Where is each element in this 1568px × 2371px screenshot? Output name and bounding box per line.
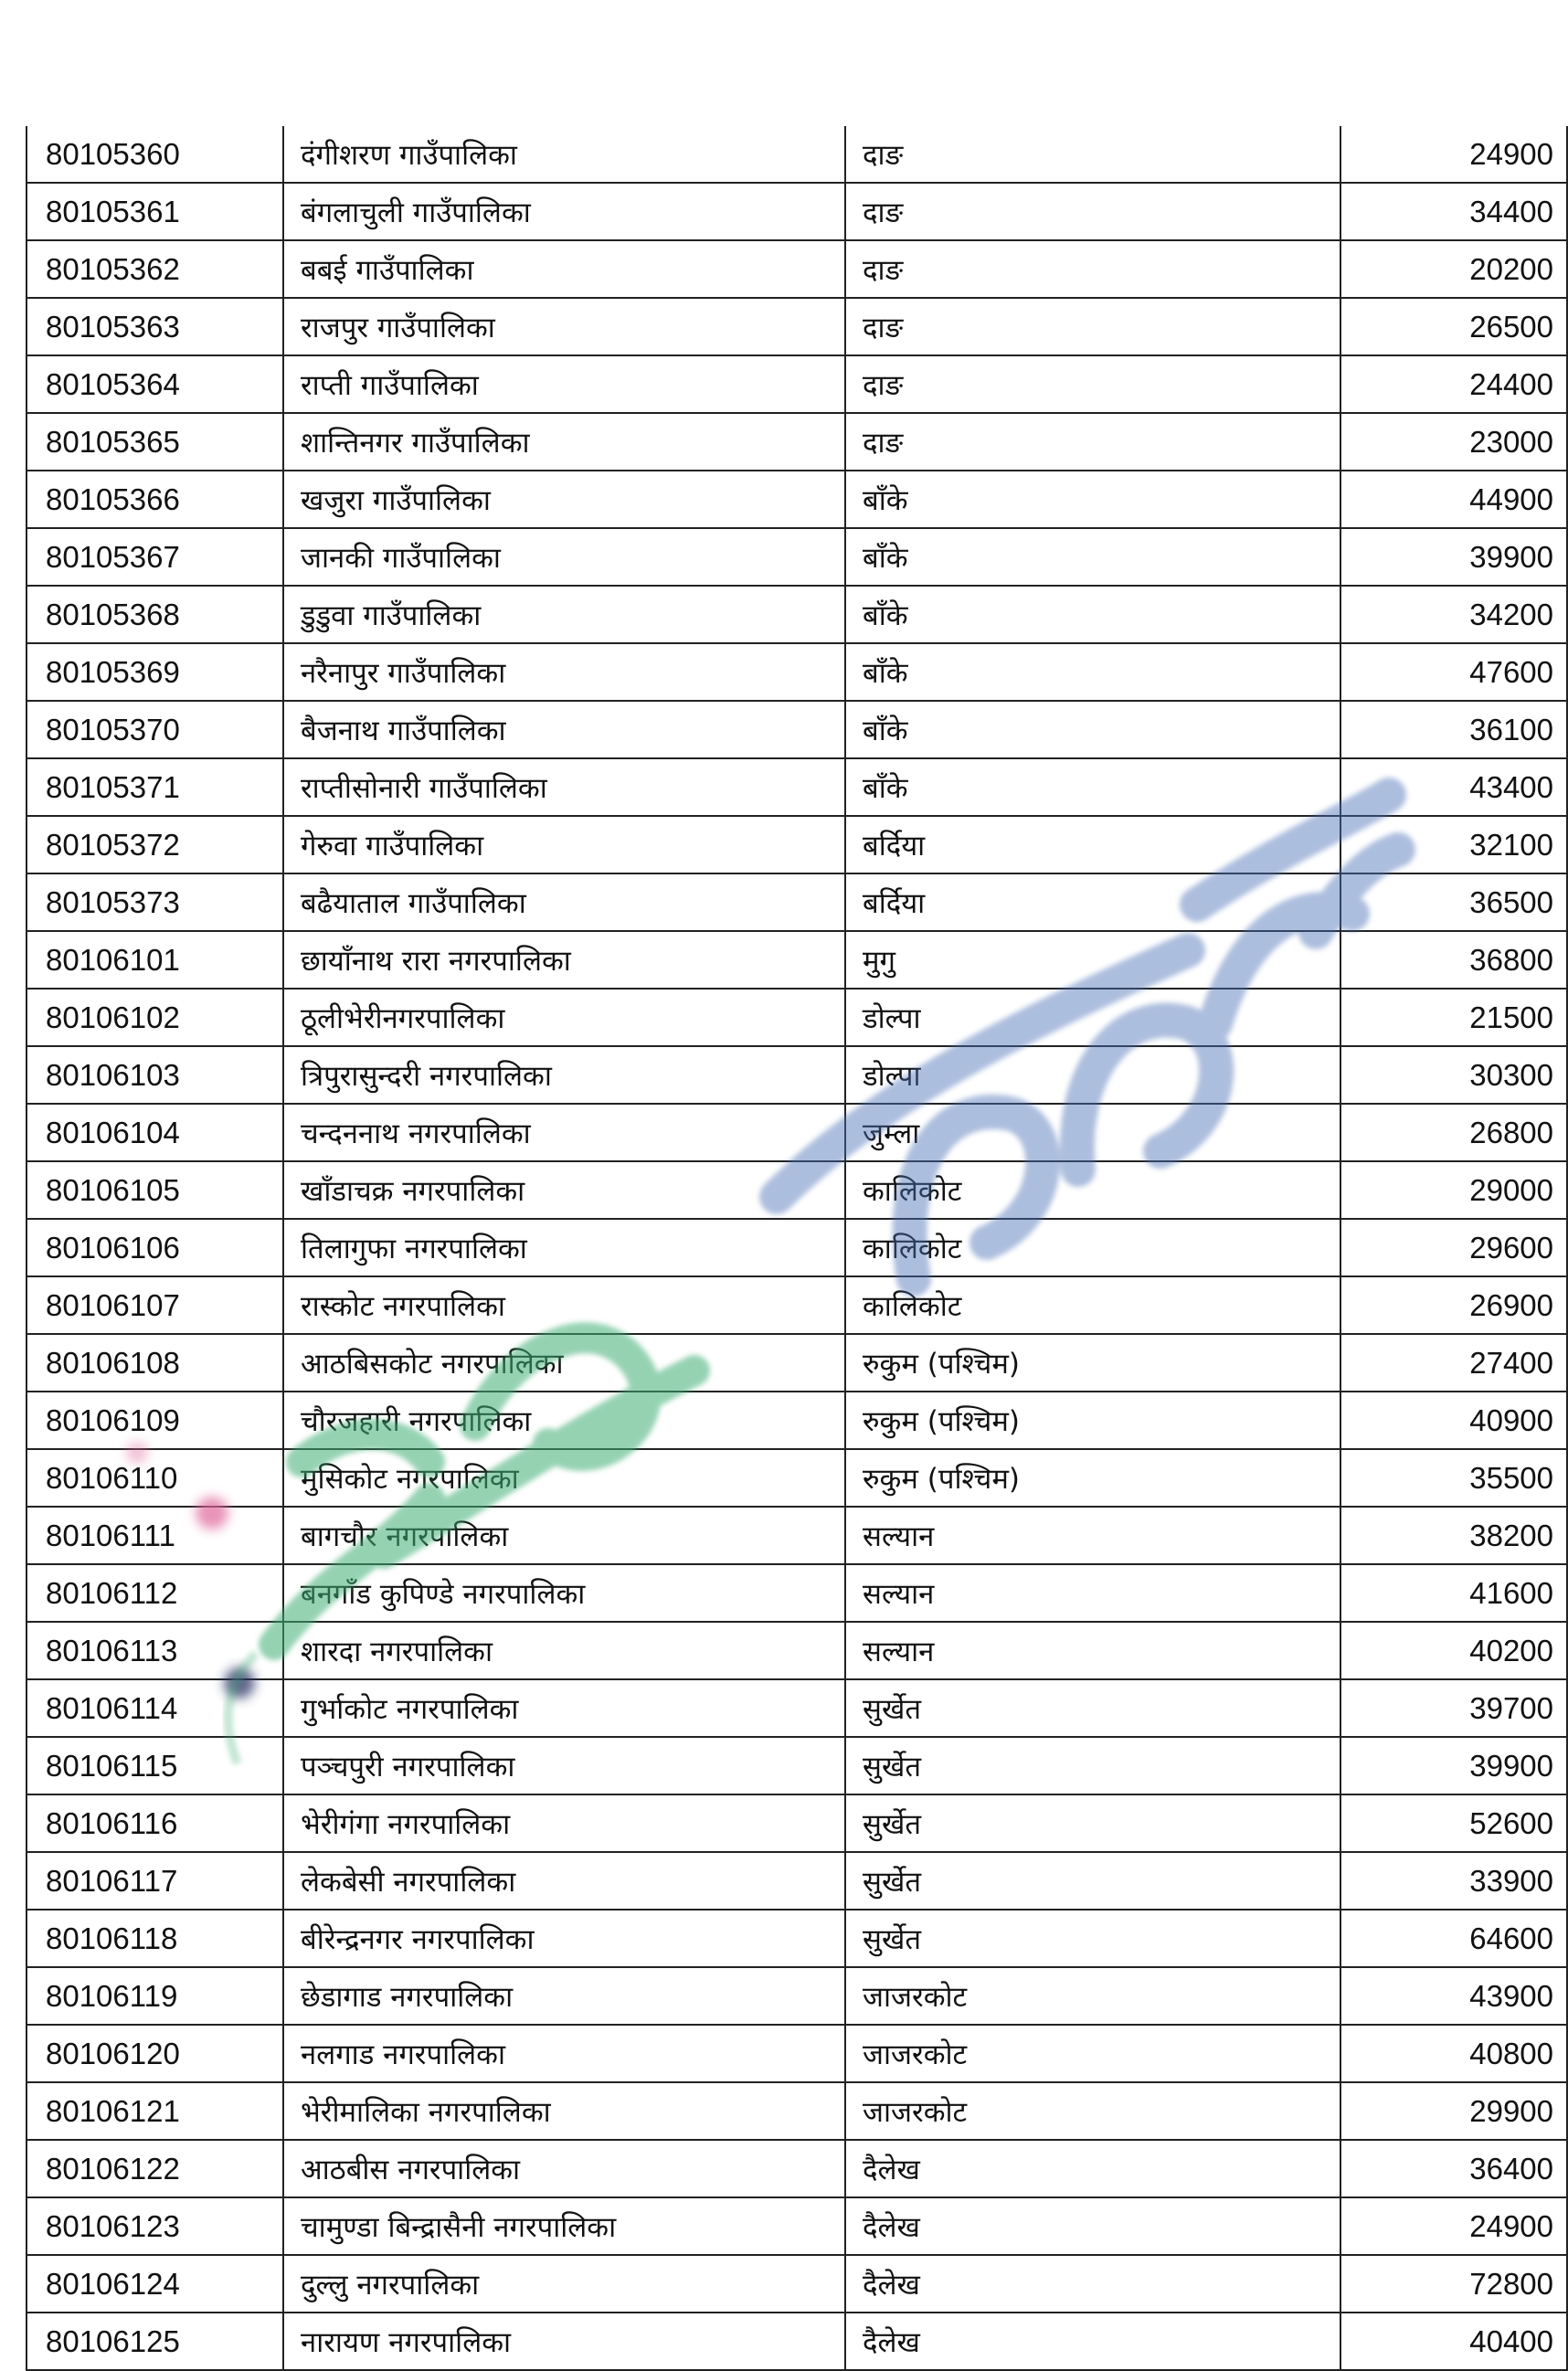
value-cell: 40800: [1340, 2025, 1567, 2082]
value-cell: 72800: [1340, 2255, 1567, 2313]
name-cell: खाँडाचक्र नगरपालिका: [283, 1161, 845, 1219]
value-cell: 33900: [1340, 1852, 1567, 1910]
value-cell: 52600: [1340, 1794, 1567, 1852]
district-cell: दैलेख: [845, 2197, 1340, 2255]
value-cell: 40900: [1340, 1392, 1567, 1449]
district-cell: दैलेख: [845, 2140, 1340, 2197]
value-cell: 30300: [1340, 1046, 1567, 1104]
district-cell: जुम्ला: [845, 1104, 1340, 1161]
value-cell: 24900: [1340, 126, 1567, 183]
table-row: [26, 1507, 1567, 1564]
name-cell: बबई गाउँपालिका: [283, 240, 845, 298]
table-row: [26, 1737, 1567, 1794]
value-cell: 29600: [1340, 1219, 1567, 1276]
value-cell: 47600: [1340, 643, 1567, 701]
table-row: [26, 1219, 1567, 1276]
value-cell: 38200: [1340, 1507, 1567, 1564]
name-cell: ठूलीभेरीनगरपालिका: [283, 989, 845, 1046]
name-cell: चौरजहारी नगरपालिका: [283, 1392, 845, 1449]
table-row: [26, 2082, 1567, 2140]
table-row: [26, 1334, 1567, 1392]
value-cell: 41600: [1340, 1564, 1567, 1622]
table-row: [26, 1679, 1567, 1737]
value-cell: 21500: [1340, 989, 1567, 1046]
code-cell: 80106106: [26, 1219, 283, 1276]
district-cell: सल्यान: [845, 1564, 1340, 1622]
code-cell: 80106122: [26, 2140, 283, 2197]
code-cell: 80105360: [26, 126, 283, 183]
value-cell: 36800: [1340, 931, 1567, 989]
table-row: [26, 1449, 1567, 1507]
code-cell: 80106121: [26, 2082, 283, 2140]
district-cell: सुर्खेत: [845, 1910, 1340, 1967]
code-cell: 80105361: [26, 183, 283, 240]
code-cell: 80106118: [26, 1910, 283, 1967]
code-cell: 80106111: [26, 1507, 283, 1564]
table-row: [26, 586, 1567, 643]
code-cell: 80106116: [26, 1794, 283, 1852]
table-row: [26, 183, 1567, 240]
table-row: [26, 1276, 1567, 1334]
table-row: [26, 1392, 1567, 1449]
table-row: [26, 1852, 1567, 1910]
code-cell: 80106123: [26, 2197, 283, 2255]
district-cell: दाङ: [845, 298, 1340, 355]
name-cell: दुल्लु नगरपालिका: [283, 2255, 845, 2313]
district-cell: रुकुम (पश्चिम): [845, 1392, 1340, 1449]
code-cell: 80105373: [26, 873, 283, 931]
name-cell: दंगीशरण गाउँपालिका: [283, 126, 845, 183]
table-row: [26, 1564, 1567, 1622]
name-cell: नरैनापुर गाउँपालिका: [283, 643, 845, 701]
code-cell: 80106114: [26, 1679, 283, 1737]
value-cell: 40400: [1340, 2313, 1567, 2370]
district-cell: बाँके: [845, 586, 1340, 643]
table-row: [26, 1622, 1567, 1679]
code-cell: 80105362: [26, 240, 283, 298]
table-row: [26, 2140, 1567, 2197]
district-cell: बाँके: [845, 528, 1340, 586]
code-cell: 80106109: [26, 1392, 283, 1449]
code-cell: 80105371: [26, 758, 283, 816]
code-cell: 80106124: [26, 2255, 283, 2313]
code-cell: 80106101: [26, 931, 283, 989]
name-cell: राप्ती गाउँपालिका: [283, 355, 845, 413]
code-cell: 80105370: [26, 701, 283, 758]
district-cell: जाजरकोट: [845, 2082, 1340, 2140]
value-cell: 26800: [1340, 1104, 1567, 1161]
name-cell: गुर्भाकोट नगरपालिका: [283, 1679, 845, 1737]
code-cell: 80106112: [26, 1564, 283, 1622]
value-cell: 24400: [1340, 355, 1567, 413]
code-cell: 80106120: [26, 2025, 283, 2082]
value-cell: 40200: [1340, 1622, 1567, 1679]
value-cell: 43900: [1340, 1967, 1567, 2025]
value-cell: 26500: [1340, 298, 1567, 355]
table-row: [26, 816, 1567, 873]
name-cell: भेरीमालिका नगरपालिका: [283, 2082, 845, 2140]
district-cell: सुर्खेत: [845, 1852, 1340, 1910]
district-cell: सल्यान: [845, 1622, 1340, 1679]
district-cell: बाँके: [845, 701, 1340, 758]
value-cell: 23000: [1340, 413, 1567, 471]
code-cell: 80106107: [26, 1276, 283, 1334]
district-cell: कालिकोट: [845, 1276, 1340, 1334]
name-cell: त्रिपुरासुन्दरी नगरपालिका: [283, 1046, 845, 1104]
table-row: [26, 643, 1567, 701]
district-cell: दैलेख: [845, 2255, 1340, 2313]
data-table: [26, 126, 1568, 2371]
district-cell: बाँके: [845, 471, 1340, 528]
name-cell: जानकी गाउँपालिका: [283, 528, 845, 586]
table-row: [26, 413, 1567, 471]
district-cell: सुर्खेत: [845, 1737, 1340, 1794]
code-cell: 80106103: [26, 1046, 283, 1104]
district-cell: कालिकोट: [845, 1161, 1340, 1219]
value-cell: 36500: [1340, 873, 1567, 931]
name-cell: चामुण्डा बिन्द्रासैनी नगरपालिका: [283, 2197, 845, 2255]
code-cell: 80105366: [26, 471, 283, 528]
name-cell: डुडुवा गाउँपालिका: [283, 586, 845, 643]
table-row: [26, 931, 1567, 989]
table-row: [26, 873, 1567, 931]
code-cell: 80105365: [26, 413, 283, 471]
code-cell: 80106117: [26, 1852, 283, 1910]
district-cell: बाँके: [845, 643, 1340, 701]
name-cell: छेडागाड नगरपालिका: [283, 1967, 845, 2025]
name-cell: बागचौर नगरपालिका: [283, 1507, 845, 1564]
value-cell: 34200: [1340, 586, 1567, 643]
code-cell: 80105364: [26, 355, 283, 413]
table-row: [26, 1104, 1567, 1161]
code-cell: 80105367: [26, 528, 283, 586]
value-cell: 39900: [1340, 528, 1567, 586]
code-cell: 80106105: [26, 1161, 283, 1219]
table-row: [26, 989, 1567, 1046]
district-cell: रुकुम (पश्चिम): [845, 1334, 1340, 1392]
name-cell: चन्दननाथ नगरपालिका: [283, 1104, 845, 1161]
table-row: [26, 1046, 1567, 1104]
value-cell: 39900: [1340, 1737, 1567, 1794]
value-cell: 36400: [1340, 2140, 1567, 2197]
name-cell: मुसिकोट नगरपालिका: [283, 1449, 845, 1507]
district-cell: सुर्खेत: [845, 1679, 1340, 1737]
district-cell: डोल्पा: [845, 989, 1340, 1046]
table-row: [26, 355, 1567, 413]
table-row: [26, 1794, 1567, 1852]
code-cell: 80106102: [26, 989, 283, 1046]
name-cell: रास्कोट नगरपालिका: [283, 1276, 845, 1334]
table-row: [26, 758, 1567, 816]
table-row: [26, 701, 1567, 758]
code-cell: 80106115: [26, 1737, 283, 1794]
name-cell: आठबिसकोट नगरपालिका: [283, 1334, 845, 1392]
district-cell: बर्दिया: [845, 816, 1340, 873]
district-cell: रुकुम (पश्चिम): [845, 1449, 1340, 1507]
table-row: [26, 2313, 1567, 2370]
value-cell: 39700: [1340, 1679, 1567, 1737]
code-cell: 80105363: [26, 298, 283, 355]
value-cell: 20200: [1340, 240, 1567, 298]
name-cell: बीरेन्द्रनगर नगरपालिका: [283, 1910, 845, 1967]
code-cell: 80105369: [26, 643, 283, 701]
table-row: [26, 2025, 1567, 2082]
code-cell: 80106110: [26, 1449, 283, 1507]
value-cell: 43400: [1340, 758, 1567, 816]
district-cell: कालिकोट: [845, 1219, 1340, 1276]
value-cell: 35500: [1340, 1449, 1567, 1507]
name-cell: बैजनाथ गाउँपालिका: [283, 701, 845, 758]
code-cell: 80106125: [26, 2313, 283, 2370]
value-cell: 29000: [1340, 1161, 1567, 1219]
name-cell: शान्तिनगर गाउँपालिका: [283, 413, 845, 471]
district-cell: बर्दिया: [845, 873, 1340, 931]
name-cell: बंगलाचुली गाउँपालिका: [283, 183, 845, 240]
district-cell: सुर्खेत: [845, 1794, 1340, 1852]
value-cell: 29900: [1340, 2082, 1567, 2140]
name-cell: खजुरा गाउँपालिका: [283, 471, 845, 528]
name-cell: शारदा नगरपालिका: [283, 1622, 845, 1679]
value-cell: 26900: [1340, 1276, 1567, 1334]
value-cell: 24900: [1340, 2197, 1567, 2255]
district-cell: दाङ: [845, 183, 1340, 240]
district-cell: जाजरकोट: [845, 2025, 1340, 2082]
district-cell: बाँके: [845, 758, 1340, 816]
table-row: [26, 528, 1567, 586]
table-row: [26, 1910, 1567, 1967]
table-row: [26, 1161, 1567, 1219]
code-cell: 80106113: [26, 1622, 283, 1679]
value-cell: 32100: [1340, 816, 1567, 873]
name-cell: गेरुवा गाउँपालिका: [283, 816, 845, 873]
table-row: [26, 240, 1567, 298]
table-row: [26, 1967, 1567, 2025]
name-cell: भेरीगंगा नगरपालिका: [283, 1794, 845, 1852]
district-cell: दाङ: [845, 240, 1340, 298]
code-cell: 80105372: [26, 816, 283, 873]
district-cell: जाजरकोट: [845, 1967, 1340, 2025]
value-cell: 44900: [1340, 471, 1567, 528]
table-row: [26, 2197, 1567, 2255]
name-cell: नलगाड नगरपालिका: [283, 2025, 845, 2082]
code-cell: 80105368: [26, 586, 283, 643]
code-cell: 80106104: [26, 1104, 283, 1161]
name-cell: राजपुर गाउँपालिका: [283, 298, 845, 355]
table-row: [26, 126, 1567, 183]
value-cell: 36100: [1340, 701, 1567, 758]
district-cell: दाङ: [845, 413, 1340, 471]
value-cell: 34400: [1340, 183, 1567, 240]
name-cell: छायाँनाथ रारा नगरपालिका: [283, 931, 845, 989]
value-cell: 27400: [1340, 1334, 1567, 1392]
name-cell: नारायण नगरपालिका: [283, 2313, 845, 2370]
name-cell: लेकबेसी नगरपालिका: [283, 1852, 845, 1910]
table-body: [26, 126, 1567, 2370]
table-row: [26, 2255, 1567, 2313]
district-cell: डोल्पा: [845, 1046, 1340, 1104]
district-cell: मुगु: [845, 931, 1340, 989]
name-cell: पञ्चपुरी नगरपालिका: [283, 1737, 845, 1794]
name-cell: राप्तीसोनारी गाउँपालिका: [283, 758, 845, 816]
district-cell: दैलेख: [845, 2313, 1340, 2370]
table-row: [26, 298, 1567, 355]
district-cell: दाङ: [845, 355, 1340, 413]
district-cell: सल्यान: [845, 1507, 1340, 1564]
name-cell: बनगाँड कुपिण्डे नगरपालिका: [283, 1564, 845, 1622]
table-row: [26, 471, 1567, 528]
code-cell: 80106119: [26, 1967, 283, 2025]
value-cell: 64600: [1340, 1910, 1567, 1967]
district-cell: दाङ: [845, 126, 1340, 183]
name-cell: बढैयाताल गाउँपालिका: [283, 873, 845, 931]
name-cell: तिलागुफा नगरपालिका: [283, 1219, 845, 1276]
code-cell: 80106108: [26, 1334, 283, 1392]
name-cell: आठबीस नगरपालिका: [283, 2140, 845, 2197]
